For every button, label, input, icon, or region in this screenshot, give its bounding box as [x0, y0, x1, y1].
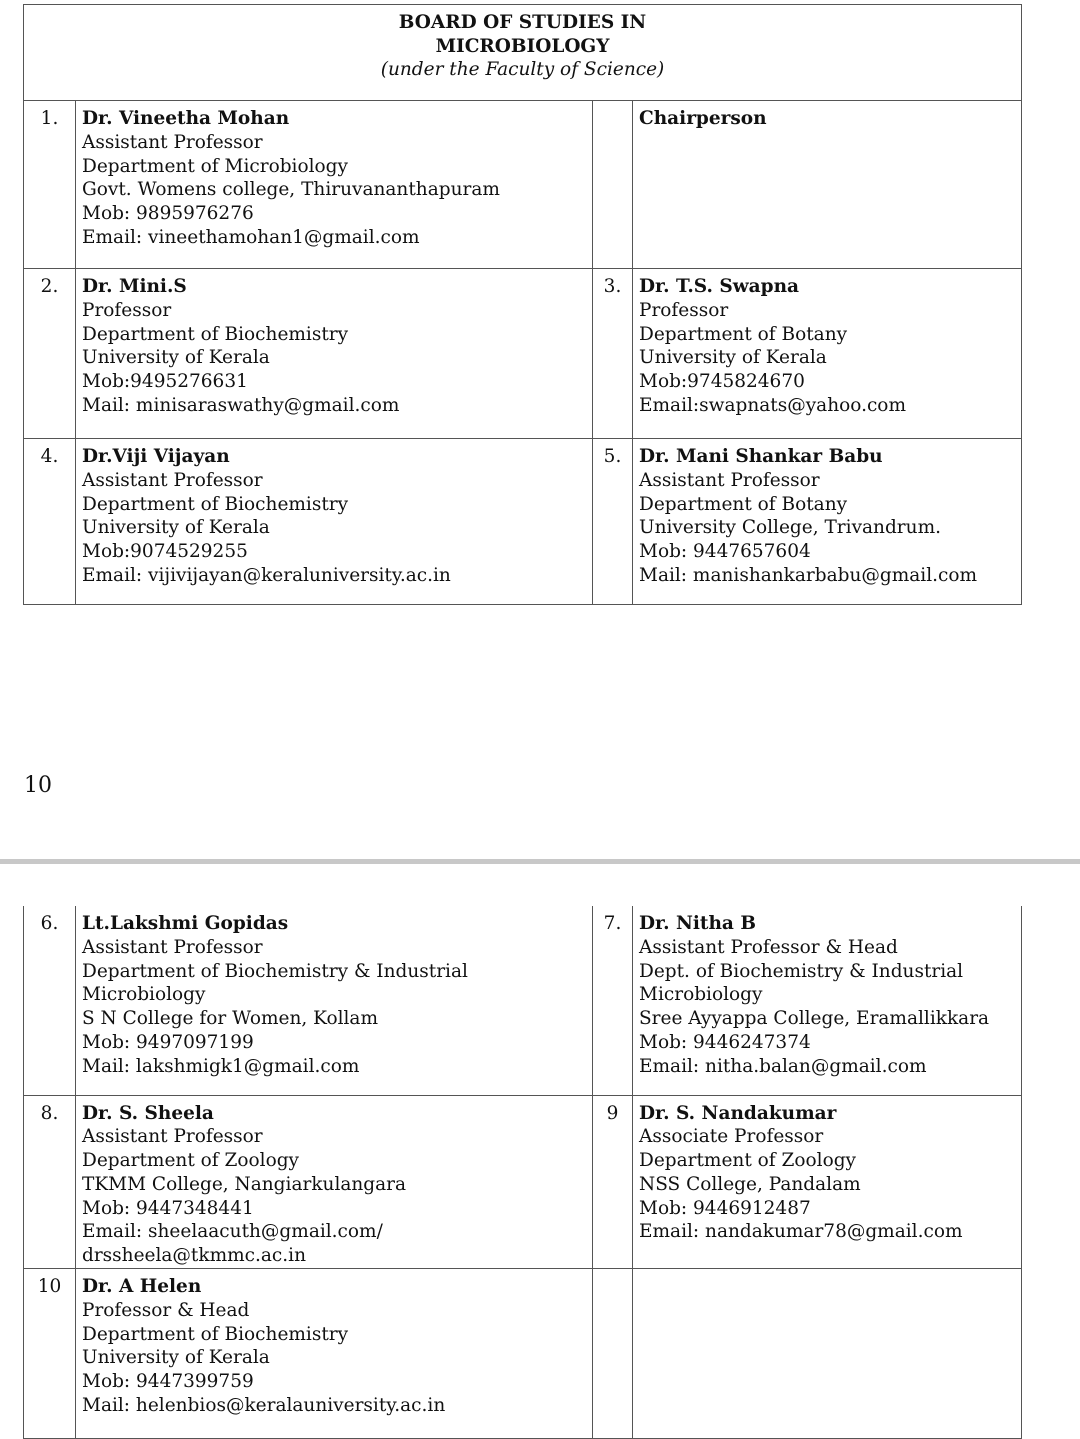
member-name: Dr. Nitha B [639, 913, 756, 934]
member-detail-line: Email: vijivijayan@keraluniversity.ac.in [82, 564, 451, 586]
member-detail-line: Assistant Professor [82, 131, 263, 153]
member-detail-line: Mob: 9447348441 [82, 1197, 254, 1219]
member-detail-line: Mob: 9447657604 [639, 541, 811, 563]
members-table-page-1 [23, 4, 1022, 605]
member-detail-line: Assistant Professor [639, 469, 820, 491]
board-title-line2: MICROBIOLOGY [435, 35, 610, 57]
member-card [76, 1095, 593, 1269]
member-number: 6. [24, 906, 76, 1095]
member-name: Dr. S. Nandakumar [639, 1102, 837, 1124]
member-detail-line: Department of Biochemistry [82, 493, 349, 515]
member-detail-line: TKMM College, Nangiarkulangara [82, 1173, 407, 1195]
member-name: Dr. Mini.S [82, 276, 187, 297]
member-detail-line: Mail: helenbios@keralauniversity.ac.in [82, 1395, 446, 1417]
board-title-line1: BOARD OF STUDIES IN [398, 12, 647, 33]
member-number: 5. [593, 439, 633, 605]
member-detail-line: Assistant Professor [82, 936, 263, 958]
member-number [593, 1269, 633, 1439]
member-detail-line: Department of Zoology [82, 1150, 299, 1172]
member-name: Dr. Mani Shankar Babu [639, 446, 883, 467]
member-number: 3. [593, 269, 633, 439]
member-name: Lt.Lakshmi Gopidas [82, 913, 289, 934]
member-detail-line: Mob: 9447399759 [82, 1371, 254, 1393]
member-card [76, 439, 593, 605]
member-detail-line: University of Kerala [639, 347, 827, 369]
member-detail-line: Mob: 9446912487 [639, 1197, 811, 1219]
member-number: 2. [24, 269, 76, 439]
member-detail-line: University of Kerala [82, 1347, 270, 1369]
table-row [24, 269, 1022, 439]
member-detail-line: Mob:9074529255 [82, 541, 248, 563]
member-name: Dr. A Helen [82, 1276, 202, 1298]
member-detail-line: Govt. Womens college, Thiruvananthapuram [82, 179, 500, 201]
member-card [76, 101, 593, 269]
member-detail-line: Sree Ayyappa College, Eramallikkara [639, 1008, 990, 1030]
member-number: 10 [24, 1269, 76, 1439]
member-detail-line: NSS College, Pandalam [639, 1173, 861, 1195]
member-number [593, 101, 633, 269]
member-card [76, 1269, 593, 1439]
board-title-cell [24, 5, 1022, 101]
member-number: 8. [24, 1095, 76, 1269]
member-card [633, 269, 1022, 439]
member-detail-line: Assistant Professor & Head [639, 936, 898, 958]
member-number: 7. [593, 906, 633, 1095]
table-row [24, 439, 1022, 605]
member-detail-line: Department of Microbiology [82, 155, 348, 177]
member-detail-line: Associate Professor [639, 1126, 824, 1148]
member-detail-line: Department of Biochemistry [82, 323, 349, 345]
member-detail-line: Assistant Professor [82, 1126, 263, 1148]
member-detail-line: Microbiology [639, 984, 763, 1006]
member-card [633, 439, 1022, 605]
member-detail-line: Email: vineethamohan1@gmail.com [82, 226, 420, 248]
table-row [24, 1269, 1022, 1439]
member-detail-line: Mob: 9895976276 [82, 203, 254, 225]
member-number: 1. [24, 101, 76, 269]
member-detail-line: University of Kerala [82, 517, 270, 539]
member-name: Dr. Vineetha Mohan [82, 108, 290, 129]
member-detail-line: Email: nitha.balan@gmail.com [639, 1055, 927, 1077]
member-detail-line: Department of Botany [639, 493, 848, 515]
member-detail-line: Email: sheelaacuth@gmail.com/ drssheela@tkmmc.ac.in [82, 1221, 383, 1267]
member-detail-line: Department of Biochemistry & Industrial Microbiology [82, 960, 468, 1006]
members-table-page-2 [23, 906, 1022, 1439]
member-detail-line: Department of Zoology [639, 1150, 856, 1172]
member-detail-line: University College, Trivandrum. [639, 517, 941, 539]
board-subtitle: (under the Faculty of Science) [380, 59, 665, 80]
member-card [633, 1269, 1022, 1439]
member-detail-line: Mail: minisaraswathy@gmail.com [82, 394, 400, 416]
member-name: Dr. S. Sheela [82, 1102, 214, 1124]
member-card [76, 906, 593, 1095]
member-detail-line: Email:swapnats@yahoo.com [639, 394, 906, 416]
member-card [633, 1095, 1022, 1269]
member-number: 9 [593, 1095, 633, 1269]
member-detail-line: Mob: 9446247374 [639, 1031, 811, 1053]
header-row [24, 5, 1022, 101]
member-detail-line: S N College for Women, Kollam [82, 1008, 379, 1030]
member-detail-line: Dept. of Biochemistry & Industrial [639, 960, 964, 982]
page-number: 10 [24, 773, 52, 798]
member-detail-line: University of Kerala [82, 347, 270, 369]
member-detail-line: Professor [82, 299, 172, 321]
member-detail-line: Mail: manishankarbabu@gmail.com [639, 564, 978, 586]
member-detail-line: Mob:9745824670 [639, 371, 805, 393]
member-name: Dr.Viji Vijayan [82, 446, 230, 467]
member-name: Chairperson [639, 108, 767, 129]
member-card [633, 906, 1022, 1095]
table-row [24, 1095, 1022, 1269]
member-detail-line: Professor [639, 299, 729, 321]
member-detail-line: Mob: 9497097199 [82, 1031, 254, 1053]
member-detail-line: Email: nandakumar78@gmail.com [639, 1221, 963, 1243]
table-row [24, 906, 1022, 1095]
member-name: Dr. T.S. Swapna [639, 276, 800, 297]
member-detail-line: Professor & Head [82, 1299, 250, 1321]
member-card [633, 101, 1022, 269]
member-number: 4. [24, 439, 76, 605]
member-detail-line: Mail: lakshmigk1@gmail.com [82, 1055, 360, 1077]
member-card [76, 269, 593, 439]
member-detail-line: Mob:9495276631 [82, 371, 248, 393]
page-divider [0, 859, 1080, 864]
member-detail-line: Department of Biochemistry [82, 1323, 349, 1345]
member-detail-line: Assistant Professor [82, 469, 263, 491]
table-row [24, 101, 1022, 269]
member-detail-line: Department of Botany [639, 323, 848, 345]
